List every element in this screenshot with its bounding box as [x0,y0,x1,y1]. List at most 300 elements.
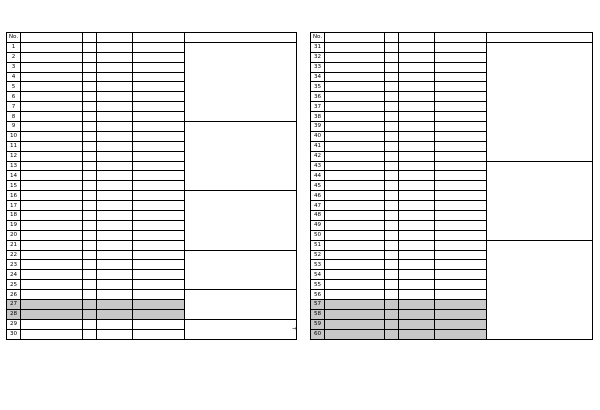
cell-no: 57 [311,300,325,310]
note-cell [185,290,297,320]
cell-pref [399,171,435,181]
cell-no: 50 [311,230,325,240]
table-row [7,250,297,260]
cell-pref [399,112,435,122]
cell-school [435,112,487,122]
cell-school [435,52,487,62]
cell-grade [83,92,97,102]
cell-grade [83,319,97,329]
col-note [487,33,593,43]
cell-pref [399,211,435,221]
cell-name [325,161,385,171]
cell-grade [385,191,399,201]
cell-school [133,122,185,132]
cell-pref [97,220,133,230]
note-cell [487,240,593,339]
cell-no: 13 [7,161,21,171]
cell-no: 46 [311,191,325,201]
col-prefecture [399,33,435,43]
cell-name [325,92,385,102]
cell-name [21,122,83,132]
cell-name [325,181,385,191]
cell-pref [97,102,133,112]
cell-school [133,270,185,280]
cell-no: 6 [7,92,21,102]
cell-grade [385,122,399,132]
cell-grade [385,171,399,181]
cell-pref [97,112,133,122]
cell-grade [83,151,97,161]
cell-name [325,270,385,280]
cell-name [325,191,385,201]
table-row [7,319,297,329]
cell-school [133,52,185,62]
cell-grade [83,220,97,230]
cell-grade [385,211,399,221]
cell-grade [385,181,399,191]
cell-grade [385,270,399,280]
cell-no: 43 [311,161,325,171]
cell-no: 42 [311,151,325,161]
cell-school [133,151,185,161]
cell-name [21,280,83,290]
cell-school [133,131,185,141]
table-header [311,33,593,43]
entrants-table-right [310,32,593,340]
cell-pref [399,102,435,112]
col-school [435,33,487,43]
cell-no: 52 [311,250,325,260]
cell-pref [97,62,133,72]
table-row [7,290,297,300]
cell-pref [399,161,435,171]
cell-name [21,171,83,181]
cell-name [21,112,83,122]
cell-name [325,42,385,52]
cell-no: 20 [7,230,21,240]
cell-no: 30 [7,329,21,339]
cell-school [133,240,185,250]
cell-grade [385,92,399,102]
cell-name [325,250,385,260]
cell-pref [97,151,133,161]
cell-school [435,131,487,141]
cell-pref [97,290,133,300]
cell-grade [83,230,97,240]
cell-pref [399,319,435,329]
cell-grade [83,171,97,181]
cell-pref [399,42,435,52]
cell-name [325,309,385,319]
cell-no: 23 [7,260,21,270]
cell-name [21,319,83,329]
cell-pref [97,52,133,62]
cell-pref [97,161,133,171]
cell-no: 56 [311,290,325,300]
cell-name [325,151,385,161]
cell-pref [97,82,133,92]
col-grade [83,33,97,43]
cell-grade [385,280,399,290]
cell-name [21,329,83,339]
cell-grade [83,122,97,132]
cell-pref [399,141,435,151]
cell-no: 26 [7,290,21,300]
cell-no: 7 [7,102,21,112]
cell-name [325,280,385,290]
cell-grade [83,141,97,151]
cell-name [325,131,385,141]
cell-pref [399,62,435,72]
table-body [7,42,297,339]
cell-no: 3 [7,62,21,72]
cell-grade [385,230,399,240]
cell-no: 22 [7,250,21,260]
note-cell [185,319,297,339]
cell-pref [399,290,435,300]
cell-no: 34 [311,72,325,82]
cell-grade [385,131,399,141]
cell-no: 51 [311,240,325,250]
cell-no: 32 [311,52,325,62]
cell-grade [83,300,97,310]
cell-school [435,250,487,260]
cell-school [133,161,185,171]
table-row [311,42,593,52]
cell-school [133,112,185,122]
table-row [7,122,297,132]
cell-no: 5 [7,82,21,92]
cell-pref [97,280,133,290]
cell-name [21,260,83,270]
cell-name [21,72,83,82]
cell-grade [385,141,399,151]
col-name [325,33,385,43]
cell-grade [385,250,399,260]
cell-school [435,102,487,112]
cell-name [21,82,83,92]
cell-no: 19 [7,220,21,230]
cell-name [21,230,83,240]
cell-grade [83,240,97,250]
note-cell [185,250,297,290]
cell-grade [385,319,399,329]
cell-pref [97,131,133,141]
note-cell [185,122,297,191]
cell-school [133,82,185,92]
cell-no: 12 [7,151,21,161]
cell-school [435,319,487,329]
cell-name [325,290,385,300]
cell-school [435,72,487,82]
cell-school [133,72,185,82]
cell-school [133,290,185,300]
cell-grade [83,62,97,72]
cell-pref [399,230,435,240]
cell-name [325,329,385,339]
cell-pref [97,181,133,191]
cell-grade [83,72,97,82]
cell-school [133,181,185,191]
cell-name [325,82,385,92]
cell-no: 60 [311,329,325,339]
cell-pref [399,92,435,102]
cell-school [435,270,487,280]
cell-grade [83,250,97,260]
cell-pref [97,300,133,310]
cell-pref [97,42,133,52]
cell-name [325,211,385,221]
cell-grade [83,309,97,319]
cell-pref [399,201,435,211]
cell-school [435,260,487,270]
cell-name [21,131,83,141]
cell-no: 33 [311,62,325,72]
col-note [185,33,297,43]
cell-name [325,201,385,211]
entrants-table-left [6,32,297,340]
cell-school [435,161,487,171]
cell-pref [97,230,133,240]
cell-name [325,62,385,72]
cell-no: 36 [311,92,325,102]
cell-name [21,240,83,250]
cell-school [435,220,487,230]
cell-grade [385,309,399,319]
cell-name [21,92,83,102]
cell-no: 41 [311,141,325,151]
cell-no: 14 [7,171,21,181]
cell-no: 24 [7,270,21,280]
cell-name [21,309,83,319]
cell-school [435,230,487,240]
cell-name [21,42,83,52]
cell-grade [385,62,399,72]
cell-pref [97,309,133,319]
cell-school [133,250,185,260]
cell-grade [385,82,399,92]
arrow-icon: → [292,325,298,332]
cell-grade [385,52,399,62]
cell-school [133,329,185,339]
cell-grade [83,161,97,171]
table-row [7,191,297,201]
cell-name [325,240,385,250]
cell-pref [399,329,435,339]
cell-school [133,211,185,221]
cell-name [21,151,83,161]
cell-school [133,230,185,240]
cell-school [435,309,487,319]
cell-grade [385,201,399,211]
cell-pref [399,72,435,82]
cell-school [435,122,487,132]
cell-name [325,112,385,122]
cell-school [435,290,487,300]
cell-pref [97,270,133,280]
cell-grade [83,201,97,211]
cell-grade [385,42,399,52]
cell-school [435,171,487,181]
cell-no: 59 [311,319,325,329]
cell-no: 47 [311,201,325,211]
col-grade [385,33,399,43]
cell-pref [97,72,133,82]
table-row [311,240,593,250]
cell-school [435,82,487,92]
cell-pref [399,240,435,250]
col-name [21,33,83,43]
cell-pref [399,270,435,280]
cell-name [21,250,83,260]
note-cell [185,42,297,121]
cell-name [21,52,83,62]
cell-grade [83,181,97,191]
cell-no: 38 [311,112,325,122]
cell-school [133,141,185,151]
cell-grade [83,329,97,339]
cell-school [133,201,185,211]
cell-school [435,141,487,151]
cell-school [133,102,185,112]
cell-name [21,300,83,310]
cell-pref [97,329,133,339]
cell-grade [385,240,399,250]
cell-name [325,260,385,270]
cell-school [133,62,185,72]
cell-school [133,260,185,270]
cell-name [325,319,385,329]
cell-name [21,102,83,112]
cell-grade [83,280,97,290]
cell-school [133,319,185,329]
cell-no: 40 [311,131,325,141]
cell-no: 8 [7,112,21,122]
cell-pref [399,220,435,230]
cell-pref [399,181,435,191]
cell-no: 4 [7,72,21,82]
cell-name [21,181,83,191]
table-row [7,42,297,52]
cell-no: 28 [7,309,21,319]
cell-grade [385,112,399,122]
cell-grade [83,191,97,201]
cell-school [133,300,185,310]
cell-name [325,300,385,310]
cell-name [325,220,385,230]
cell-no: 17 [7,201,21,211]
note-cell [487,161,593,240]
cell-name [325,141,385,151]
cell-grade [385,220,399,230]
cell-no: 10 [7,131,21,141]
cell-no: 29 [7,319,21,329]
cell-grade [83,290,97,300]
cell-name [325,122,385,132]
col-no: No. [311,33,325,43]
cell-no: 18 [7,211,21,221]
cell-pref [97,122,133,132]
cell-grade [83,42,97,52]
cell-grade [385,329,399,339]
cell-pref [97,250,133,260]
cell-school [435,62,487,72]
cell-no: 37 [311,102,325,112]
cell-school [435,92,487,102]
cell-name [325,72,385,82]
cell-name [21,211,83,221]
cell-no: 35 [311,82,325,92]
cell-school [133,309,185,319]
note-cell [487,42,593,161]
cell-pref [399,191,435,201]
cell-no: 44 [311,171,325,181]
col-no: No. [7,33,21,43]
cell-no: 15 [7,181,21,191]
cell-no: 2 [7,52,21,62]
cell-no: 45 [311,181,325,191]
cell-no: 54 [311,270,325,280]
cell-pref [399,151,435,161]
cell-pref [399,122,435,132]
cell-school [133,92,185,102]
col-prefecture [97,33,133,43]
cell-school [133,280,185,290]
cell-grade [385,260,399,270]
cell-grade [83,102,97,112]
cell-no: 1 [7,42,21,52]
cell-grade [385,290,399,300]
cell-no: 9 [7,122,21,132]
cell-name [21,141,83,151]
cell-no: 53 [311,260,325,270]
cell-pref [97,141,133,151]
cell-name [325,171,385,181]
cell-no: 39 [311,122,325,132]
cell-grade [83,52,97,62]
cell-pref [399,280,435,290]
cell-grade [385,300,399,310]
cell-no: 49 [311,220,325,230]
cell-grade [385,102,399,112]
cell-pref [399,260,435,270]
cell-pref [97,201,133,211]
cell-school [133,171,185,181]
cell-pref [399,300,435,310]
cell-school [435,240,487,250]
cell-school [133,220,185,230]
cell-school [435,151,487,161]
cell-name [21,191,83,201]
cell-pref [97,191,133,201]
cell-pref [399,131,435,141]
cell-name [325,230,385,240]
cell-school [133,42,185,52]
cell-name [21,161,83,171]
cell-pref [399,309,435,319]
cell-no: 48 [311,211,325,221]
cell-school [435,280,487,290]
cell-school [435,300,487,310]
cell-grade [83,270,97,280]
cell-grade [83,131,97,141]
cell-no: 55 [311,280,325,290]
cell-grade [385,72,399,82]
table-row [311,161,593,171]
cell-school [435,191,487,201]
cell-pref [399,82,435,92]
cell-pref [399,52,435,62]
